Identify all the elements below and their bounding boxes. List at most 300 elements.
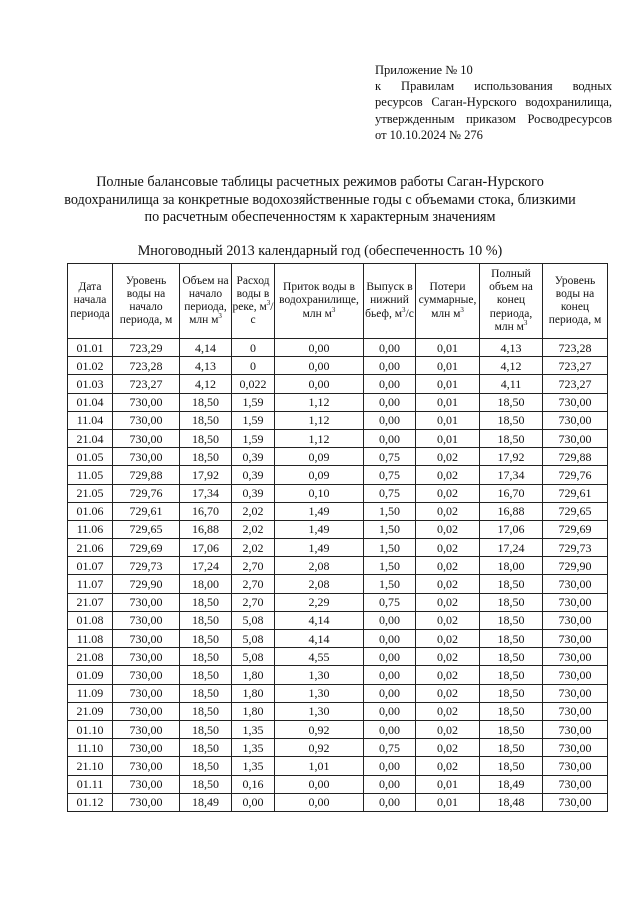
table-cell: 16,88	[180, 520, 232, 538]
table-cell: 730,00	[543, 739, 608, 757]
unit-superscript: 3	[460, 305, 464, 314]
table-cell: 0,022	[232, 375, 275, 393]
table-cell: 0,02	[416, 684, 480, 702]
table-cell: 1,80	[232, 684, 275, 702]
table-cell: 18,50	[180, 684, 232, 702]
table-cell: 730,00	[543, 666, 608, 684]
table-cell: 0,02	[416, 539, 480, 557]
table-cell: 0,00	[364, 720, 416, 738]
table-cell: 18,50	[480, 666, 543, 684]
table-cell: 0,02	[416, 557, 480, 575]
table-cell: 1,80	[232, 666, 275, 684]
table-cell: 1,12	[275, 429, 364, 447]
table-cell: 4,12	[480, 357, 543, 375]
unit-superscript: 3	[523, 318, 528, 327]
table-cell: 1,30	[275, 666, 364, 684]
table-cell: 17,34	[180, 484, 232, 502]
table-cell: 18,50	[180, 411, 232, 429]
table-cell: 1,50	[364, 557, 416, 575]
table-cell: 17,92	[480, 448, 543, 466]
table-row	[68, 611, 608, 629]
table-cell: 01.10	[68, 720, 113, 738]
table-cell: 729,88	[543, 448, 608, 466]
table-cell: 0,00	[275, 775, 364, 793]
table-cell: 18,50	[180, 429, 232, 447]
table-cell: 18,50	[180, 720, 232, 738]
table-cell: 21.10	[68, 757, 113, 775]
column-header-6	[416, 264, 480, 339]
table-cell: 730,00	[543, 611, 608, 629]
table-cell: 0,00	[364, 648, 416, 666]
column-header-text: Дата начала периода	[70, 281, 110, 320]
table-cell: 730,00	[113, 775, 180, 793]
table-cell: 730,00	[543, 393, 608, 411]
table-cell: 1,12	[275, 411, 364, 429]
table-row	[68, 357, 608, 375]
table-row	[68, 720, 608, 738]
table-row	[68, 630, 608, 648]
column-header-5	[364, 264, 416, 339]
table-cell: 0,02	[416, 448, 480, 466]
table-cell: 730,00	[543, 793, 608, 811]
table-cell: 1,50	[364, 502, 416, 520]
column-header-8	[543, 264, 608, 339]
table-cell: 11.10	[68, 739, 113, 757]
table-cell: 730,00	[543, 630, 608, 648]
table-cell: 21.09	[68, 702, 113, 720]
table-cell: 18,50	[480, 630, 543, 648]
table-cell: 1,49	[275, 502, 364, 520]
document-title	[30, 174, 610, 227]
column-header-text: Выпуск в нижний бьеф, м	[365, 281, 413, 320]
table-cell: 0,00	[364, 393, 416, 411]
table-cell: 1,50	[364, 539, 416, 557]
table-body	[68, 339, 608, 812]
table-cell: 0,92	[275, 739, 364, 757]
table-cell: 16,88	[480, 502, 543, 520]
table-cell: 5,08	[232, 648, 275, 666]
table-cell: 0,02	[416, 502, 480, 520]
table-header-row	[68, 264, 608, 339]
table-cell: 0,00	[275, 339, 364, 357]
table-cell: 18,50	[480, 429, 543, 447]
table-cell: 0,16	[232, 775, 275, 793]
table-cell: 730,00	[113, 593, 180, 611]
table-cell: 0,39	[232, 448, 275, 466]
table-cell: 01.03	[68, 375, 113, 393]
table-cell: 18,50	[180, 593, 232, 611]
unit-suffix: /с	[250, 301, 274, 327]
table-cell: 0,01	[416, 429, 480, 447]
table-row	[68, 593, 608, 611]
table-cell: 0,00	[364, 666, 416, 684]
table-cell: 1,49	[275, 520, 364, 538]
table-cell: 0,02	[416, 648, 480, 666]
table-row	[68, 702, 608, 720]
table-cell: 01.08	[68, 611, 113, 629]
appendix-reservoir-line: ресурсов Саган-Нурского водохранилища,	[375, 95, 612, 110]
appendix-number: Приложение № 10	[375, 63, 473, 77]
table-cell: 0,02	[416, 720, 480, 738]
table-cell: 5,08	[232, 630, 275, 648]
table-cell: 11.04	[68, 411, 113, 429]
table-row	[68, 793, 608, 811]
table-cell: 2,08	[275, 557, 364, 575]
table-cell: 730,00	[543, 684, 608, 702]
table-cell: 2,70	[232, 575, 275, 593]
table-row	[68, 757, 608, 775]
table-cell: 0,02	[416, 757, 480, 775]
column-header-7	[480, 264, 543, 339]
table-cell: 730,00	[543, 411, 608, 429]
table-cell: 0,01	[416, 775, 480, 793]
table-cell: 0,00	[364, 793, 416, 811]
table-cell: 0,00	[364, 375, 416, 393]
table-cell: 01.12	[68, 793, 113, 811]
table-row	[68, 539, 608, 557]
table-cell: 0,01	[416, 339, 480, 357]
table-cell: 18,50	[180, 757, 232, 775]
table-cell: 729,73	[113, 557, 180, 575]
table-cell: 16,70	[180, 502, 232, 520]
table-cell: 0,02	[416, 630, 480, 648]
table-cell: 730,00	[543, 429, 608, 447]
table-cell: 723,27	[543, 357, 608, 375]
table-cell: 4,13	[480, 339, 543, 357]
table-cell: 1,59	[232, 393, 275, 411]
table-cell: 2,08	[275, 575, 364, 593]
table-cell: 18,50	[480, 684, 543, 702]
table-cell: 1,12	[275, 393, 364, 411]
table-cell: 730,00	[113, 429, 180, 447]
table-cell: 0,01	[416, 357, 480, 375]
table-cell: 0,02	[416, 739, 480, 757]
table-cell: 21.08	[68, 648, 113, 666]
table-cell: 0,02	[416, 666, 480, 684]
table-row	[68, 429, 608, 447]
table-cell: 21.07	[68, 593, 113, 611]
table-cell: 1,50	[364, 520, 416, 538]
table-cell: 0,75	[364, 484, 416, 502]
table-cell: 18,50	[480, 648, 543, 666]
table-cell: 16,70	[480, 484, 543, 502]
table-row	[68, 666, 608, 684]
table-row	[68, 575, 608, 593]
table-cell: 0,00	[364, 630, 416, 648]
table-cell: 729,90	[543, 557, 608, 575]
table-cell: 730,00	[113, 393, 180, 411]
table-cell: 0,02	[416, 575, 480, 593]
table-cell: 1,59	[232, 429, 275, 447]
table-cell: 01.06	[68, 502, 113, 520]
table-cell: 0,09	[275, 448, 364, 466]
column-header-3	[232, 264, 275, 339]
table-cell: 0,02	[416, 466, 480, 484]
table-row	[68, 466, 608, 484]
table-cell: 0,01	[416, 793, 480, 811]
table-cell: 2,70	[232, 593, 275, 611]
table-cell: 4,14	[180, 339, 232, 357]
table-cell: 18,50	[180, 611, 232, 629]
table-cell: 17,06	[480, 520, 543, 538]
table-cell: 18,50	[480, 720, 543, 738]
appendix-block	[375, 62, 612, 143]
table-cell: 1,30	[275, 684, 364, 702]
unit-superscript: 3	[266, 299, 271, 308]
table-cell: 17,06	[180, 539, 232, 557]
table-cell: 18,50	[180, 775, 232, 793]
table-cell: 723,27	[113, 375, 180, 393]
table-cell: 18,50	[180, 630, 232, 648]
table-cell: 18,00	[180, 575, 232, 593]
table-row	[68, 739, 608, 757]
unit-superscript: 3	[402, 305, 406, 314]
unit-superscript: 3	[331, 305, 336, 314]
table-cell: 0,02	[416, 702, 480, 720]
table-cell: 0,00	[275, 375, 364, 393]
table-cell: 0,01	[416, 375, 480, 393]
table-cell: 729,65	[113, 520, 180, 538]
table-cell: 730,00	[113, 411, 180, 429]
table-cell: 18,50	[480, 757, 543, 775]
table-cell: 730,00	[113, 720, 180, 738]
table-cell: 0,00	[364, 757, 416, 775]
table-cell: 18,50	[180, 648, 232, 666]
table-row	[68, 448, 608, 466]
table-cell: 01.05	[68, 448, 113, 466]
table-cell: 01.11	[68, 775, 113, 793]
table-cell: 21.05	[68, 484, 113, 502]
table-cell: 01.09	[68, 666, 113, 684]
table-cell: 4,11	[480, 375, 543, 393]
table-cell: 4,14	[275, 611, 364, 629]
table-cell: 0,75	[364, 448, 416, 466]
appendix-date-line: от 10.10.2024 № 276	[375, 127, 483, 142]
table-cell: 2,70	[232, 557, 275, 575]
table-cell: 723,28	[113, 357, 180, 375]
table-row	[68, 484, 608, 502]
table-cell: 729,76	[543, 466, 608, 484]
table-cell: 18,50	[180, 393, 232, 411]
table-cell: 18,50	[480, 393, 543, 411]
table-cell: 0,02	[416, 484, 480, 502]
table-cell: 730,00	[543, 775, 608, 793]
table-cell: 01.01	[68, 339, 113, 357]
table-cell: 0,00	[275, 793, 364, 811]
column-header-0	[68, 264, 113, 339]
table-cell: 730,00	[543, 648, 608, 666]
column-header-1	[113, 264, 180, 339]
table-cell: 723,28	[543, 339, 608, 357]
table-cell: 729,90	[113, 575, 180, 593]
table-subtitle: Многоводный 2013 календарный год (обеспеченность 10 %)	[137, 243, 503, 259]
table-row	[68, 393, 608, 411]
table-cell: 0,00	[364, 702, 416, 720]
table-cell: 0,01	[416, 393, 480, 411]
table-cell: 2,29	[275, 593, 364, 611]
table-cell: 2,02	[232, 520, 275, 538]
column-header-text: Потери суммарные, млн м	[418, 281, 477, 320]
table-cell: 18,50	[480, 411, 543, 429]
table-cell: 0,02	[416, 593, 480, 611]
table-cell: 11.08	[68, 630, 113, 648]
table-cell: 730,00	[113, 702, 180, 720]
appendix-rules-line: к Правилам использования водных	[375, 79, 612, 94]
table-row	[68, 684, 608, 702]
table-cell: 18,49	[180, 793, 232, 811]
table-cell: 17,24	[180, 557, 232, 575]
table-cell: 729,73	[543, 539, 608, 557]
table-cell: 0,01	[416, 411, 480, 429]
table-cell: 18,00	[480, 557, 543, 575]
column-header-2	[180, 264, 232, 339]
table-cell: 0,00	[364, 429, 416, 447]
column-header-text: Полный объем на конец периода, млн м	[489, 267, 533, 333]
table-row	[68, 648, 608, 666]
table-cell: 0,00	[364, 411, 416, 429]
table-cell: 0	[232, 339, 275, 357]
table-cell: 21.04	[68, 429, 113, 447]
table-cell: 729,61	[543, 484, 608, 502]
table-row	[68, 502, 608, 520]
unit-suffix: /с	[405, 307, 414, 320]
table-cell: 723,29	[113, 339, 180, 357]
table-cell: 730,00	[113, 630, 180, 648]
table-cell: 0,00	[364, 611, 416, 629]
table-cell: 0,39	[232, 484, 275, 502]
table-cell: 01.07	[68, 557, 113, 575]
table-cell: 4,13	[180, 357, 232, 375]
table-cell: 0,00	[364, 775, 416, 793]
table-cell: 18,50	[180, 739, 232, 757]
table-cell: 0,75	[364, 593, 416, 611]
table-row	[68, 411, 608, 429]
table-cell: 0,00	[232, 793, 275, 811]
table-cell: 730,00	[543, 593, 608, 611]
title-line-2: водохранилища за конкретные водохозяйственные годы с объемами стока, близкими	[64, 191, 576, 208]
table-cell: 1,30	[275, 702, 364, 720]
column-header-text: Расход воды в реке, м	[232, 274, 270, 313]
table-cell: 723,27	[543, 375, 608, 393]
table-cell: 0,75	[364, 739, 416, 757]
table-cell: 2,02	[232, 539, 275, 557]
table-cell: 0,02	[416, 520, 480, 538]
table-cell: 1,01	[275, 757, 364, 775]
unit-superscript: 3	[218, 312, 222, 321]
table-cell: 4,12	[180, 375, 232, 393]
table-cell: 730,00	[113, 684, 180, 702]
table-cell: 730,00	[113, 648, 180, 666]
table-cell: 0,00	[364, 357, 416, 375]
table-cell: 1,35	[232, 720, 275, 738]
table-cell: 729,88	[113, 466, 180, 484]
table-cell: 11.07	[68, 575, 113, 593]
table-cell: 730,00	[543, 720, 608, 738]
appendix-order-line: утвержденным приказом Росводресурсов	[375, 111, 612, 126]
table-cell: 729,65	[543, 502, 608, 520]
table-cell: 1,80	[232, 702, 275, 720]
table-cell: 18,50	[480, 739, 543, 757]
table-cell: 729,61	[113, 502, 180, 520]
table-cell: 0,00	[364, 339, 416, 357]
table-cell: 01.02	[68, 357, 113, 375]
table-cell: 21.06	[68, 539, 113, 557]
table-cell: 730,00	[113, 739, 180, 757]
table-cell: 0,00	[364, 684, 416, 702]
table-cell: 1,50	[364, 575, 416, 593]
table-row	[68, 520, 608, 538]
table-cell: 730,00	[543, 702, 608, 720]
table-cell: 0,39	[232, 466, 275, 484]
title-line-1: Полные балансовые таблицы расчетных режимов работы Саган-Нурского	[96, 174, 544, 190]
table-cell: 11.09	[68, 684, 113, 702]
table-cell: 17,92	[180, 466, 232, 484]
balance-table	[67, 263, 608, 812]
table-cell: 18,50	[480, 611, 543, 629]
table-cell: 18,50	[480, 593, 543, 611]
table-row	[68, 375, 608, 393]
table-cell: 730,00	[543, 575, 608, 593]
table-row	[68, 339, 608, 357]
table-cell: 0,75	[364, 466, 416, 484]
table-cell: 1,59	[232, 411, 275, 429]
table-cell: 730,00	[543, 757, 608, 775]
table-cell: 4,14	[275, 630, 364, 648]
table-cell: 729,76	[113, 484, 180, 502]
table-cell: 4,55	[275, 648, 364, 666]
table-cell: 11.05	[68, 466, 113, 484]
table-cell: 730,00	[113, 757, 180, 775]
table-cell: 18,49	[480, 775, 543, 793]
table-cell: 0,00	[275, 357, 364, 375]
table-cell: 730,00	[113, 611, 180, 629]
table-cell: 18,50	[480, 702, 543, 720]
column-header-text: Приток воды в водохранилище, млн м	[279, 281, 359, 320]
table-cell: 17,34	[480, 466, 543, 484]
table-cell: 5,08	[232, 611, 275, 629]
table-cell: 1,35	[232, 739, 275, 757]
table-cell: 18,48	[480, 793, 543, 811]
table-cell: 01.04	[68, 393, 113, 411]
table-cell: 18,50	[180, 666, 232, 684]
table-cell: 0,02	[416, 611, 480, 629]
table-cell: 18,50	[480, 575, 543, 593]
table-cell: 730,00	[113, 793, 180, 811]
table-cell: 730,00	[113, 666, 180, 684]
table-cell: 18,50	[180, 702, 232, 720]
table-cell: 0,09	[275, 466, 364, 484]
table-cell: 0,92	[275, 720, 364, 738]
title-line-3: по расчетным обеспеченностям к характерным значениям	[144, 209, 496, 226]
table-row	[68, 557, 608, 575]
table-row	[68, 775, 608, 793]
column-header-text: Уровень воды на конец периода, м	[548, 274, 602, 327]
table-cell: 11.06	[68, 520, 113, 538]
column-header-text: Уровень воды на начало периода, м	[119, 274, 173, 327]
table-cell: 1,35	[232, 757, 275, 775]
column-header-text: Объем на начало периода, млн м	[182, 274, 229, 327]
column-header-4	[275, 264, 364, 339]
table-cell: 729,69	[113, 539, 180, 557]
table-cell: 2,02	[232, 502, 275, 520]
table-cell: 0	[232, 357, 275, 375]
table-cell: 0,10	[275, 484, 364, 502]
table-cell: 729,69	[543, 520, 608, 538]
table-cell: 1,49	[275, 539, 364, 557]
table-cell: 17,24	[480, 539, 543, 557]
table-cell: 730,00	[113, 448, 180, 466]
table-cell: 18,50	[180, 448, 232, 466]
